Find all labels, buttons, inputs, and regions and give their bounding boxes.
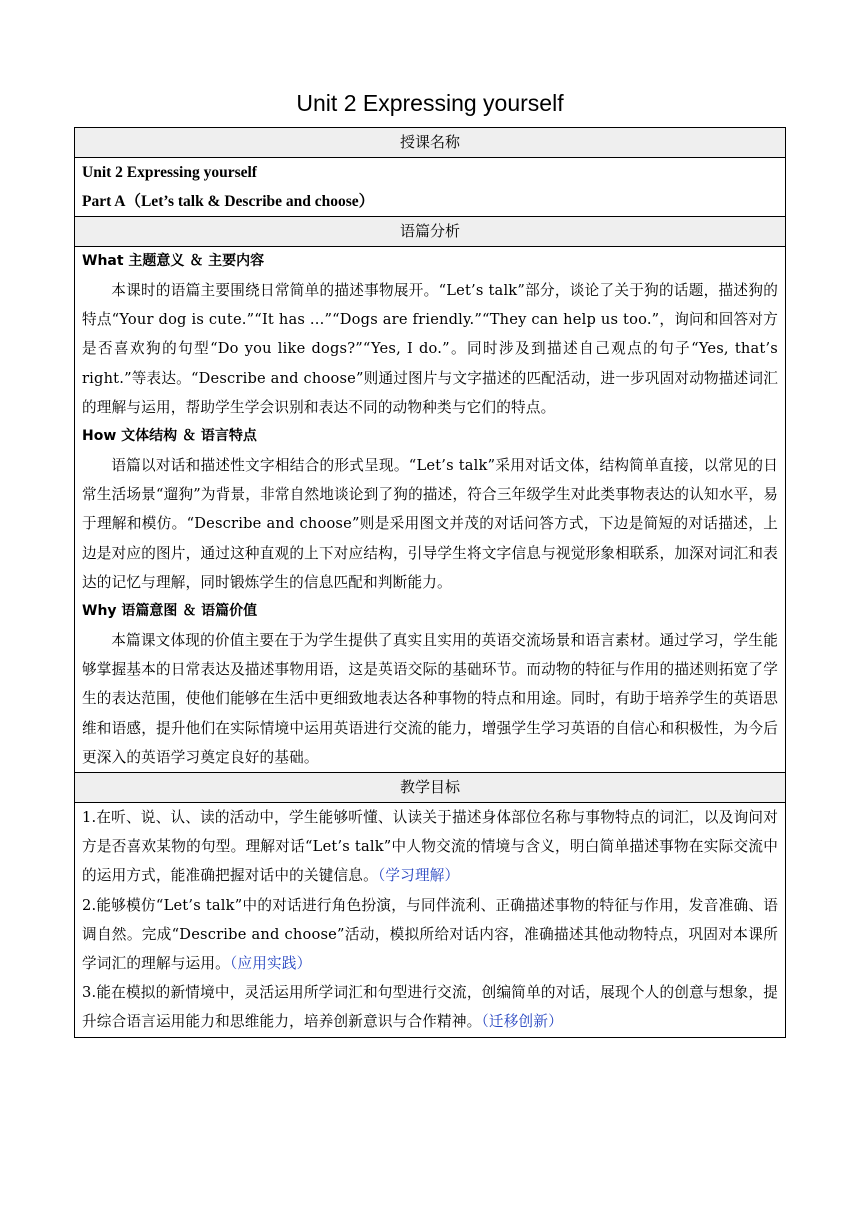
what-heading: What 主题意义 ＆ 主要内容: [82, 253, 265, 269]
document-title: Unit 2 Expressing yourself: [296, 90, 564, 116]
goal-item-1: [82, 803, 778, 891]
lesson-plan-table: [74, 127, 786, 1038]
lesson-name-cell: [75, 158, 786, 217]
what-paragraph: 本课时的语篇主要围绕日常简单的描述事物展开。“Let’s talk”部分，谈论了关于狗的话题，描述狗的特点“Your dog is cute.”“It has ...”“Dogs are friendly.”“They can help us too.”，询问和回答对方是否喜欢狗的句型“Do you like dogs?”“Yes, I do.”。同时涉及到描述自己观点的句子“Yes, that’s right.”等表达。“Describe and choose”则通过图片与文字描述的匹配活动，进一步巩固对动物描述词汇的理解与运用，帮助学生学会识别和表达不同的动物种类与它们的特点。: [82, 282, 778, 416]
goals-cell: [75, 803, 786, 1038]
goals-header: 教学目标: [75, 773, 786, 803]
lesson-name-line-2: Part A（Let’s talk & Describe and choose）: [82, 193, 375, 210]
lesson-name-header: 授课名称: [75, 128, 786, 158]
goal-text: 3.能在模拟的新情境中，灵活运用所学词汇和句型进行交流，创编简单的对话，展现个人的创意与想象，提升综合语言运用能力和思维能力，培养创新意识与合作精神。: [82, 984, 778, 1031]
goal-text: 2.能够模仿“Let’s talk”中的对话进行角色扮演，与同伴流利、正确描述事物的特征与作用，发音准确、语调自然。完成“Describe and choose”活动，模拟所给对话内容，准确描述其他动物特点，巩固对本课所学词汇的理解与运用。: [82, 896, 778, 973]
lesson-name-line-1: Unit 2 Expressing yourself: [82, 164, 257, 181]
how-paragraph: 语篇以对话和描述性文字相结合的形式呈现。“Let’s talk”采用对话文体，结构简单直接，以常见的日常生活场景“遛狗”为背景，非常自然地谈论到了狗的描述，符合三年级学生对此类事物表达的认知水平，易于理解和模仿。“Describe and choose”则是采用图文并茂的对话问答方式，下边是简短的对话描述，上边是对应的图片，通过这种直观的上下对应结构，引导学生将文字信息与视觉形象相联系，加深对词汇和表达的记忆与理解，同时锻炼学生的信息匹配和判断能力。: [82, 457, 778, 591]
why-heading: Why 语篇意图 ＆ 语篇价值: [82, 603, 258, 620]
goal-item-2: [82, 891, 778, 979]
analysis-header: 语篇分析: [75, 217, 786, 247]
goal-tag: （应用实践）: [229, 955, 312, 973]
goal-tag: （学习理解）: [377, 867, 460, 885]
why-paragraph: 本篇课文体现的价值主要在于为学生提供了真实且实用的英语交流场景和语言素材。通过学习，学生能够掌握基本的日常表达及描述事物用语，这是英语交际的基础环节。而动物的特征与作用的描述则拓宽了学生的表达范围，使他们能够在生活中更细致地表达各种事物的特点和用途。同时，有助于培养学生的英语思维和语感，提升他们在实际情境中运用英语进行交流的能力，增强学生学习英语的自信心和积极性，为今后更深入的英语学习奠定良好的基础。: [82, 632, 778, 766]
goal-text: 1.在听、说、认、读的活动中，学生能够听懂、认读关于描述身体部位名称与事物特点的词汇，以及询问对方是否喜欢某物的句型。理解对话“Let’s talk”中人物交流的情境与含义，明白简单描述事物在实际交流中的运用方式，能准确把握对话中的关键信息。: [82, 809, 778, 885]
analysis-cell: [75, 247, 786, 773]
goal-tag: （迁移创新）: [481, 1013, 563, 1031]
how-heading: How 文体结构 ＆ 语言特点: [82, 428, 257, 445]
goal-item-3: [82, 978, 778, 1036]
